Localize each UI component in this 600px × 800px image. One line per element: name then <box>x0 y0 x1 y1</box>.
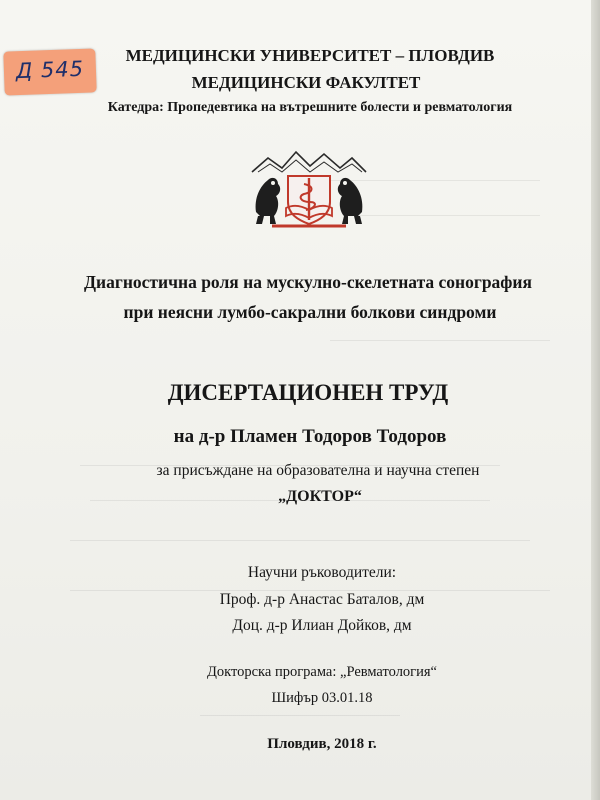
department-name: Катедра: Пропедевтика на вътрешните болести и ревматология <box>107 100 513 115</box>
faculty-name: МЕДИЦИНСКИ ФАКУЛТЕТ <box>191 73 421 92</box>
university-name: МЕДИЦИНСКИ УНИВЕРСИТЕТ – ПЛОВДИВ <box>125 46 495 65</box>
sticker-note: Д 545 <box>15 56 85 84</box>
dissertation-title-line-1: Диагностична роля на мускулно-скелетната сонография <box>84 272 532 292</box>
supervisor-name: Проф. д-р Анастас Баталов, дм <box>219 591 425 608</box>
bleed-through-line <box>200 715 400 716</box>
author-line: на д-р Пламен Тодоров Тодоров <box>173 426 447 447</box>
document-type-heading: ДИСЕРТАЦИОНЕН ТРУД <box>167 380 449 405</box>
program-code: Шифър 03.01.18 <box>271 690 373 706</box>
place-and-year: Пловдив, 2018 г. <box>267 736 377 752</box>
university-crest-icon <box>248 146 370 232</box>
degree-name: „ДОКТОР“ <box>278 488 362 505</box>
supervisor-name: Доц. д-р Илиан Дойков, дм <box>232 617 412 634</box>
degree-intro: за присъждане на образователна и научна степен <box>156 462 480 479</box>
bleed-through-line <box>330 340 550 341</box>
dissertation-title-line-2: при неясни лумбо-сакрални болкови синдроми <box>123 302 497 322</box>
bleed-through-line <box>360 215 540 216</box>
bleed-through-line <box>70 540 530 541</box>
doctoral-program: Докторска програма: „Ревматология“ <box>206 664 437 680</box>
supervisors-heading: Научни ръководители: <box>247 564 397 581</box>
